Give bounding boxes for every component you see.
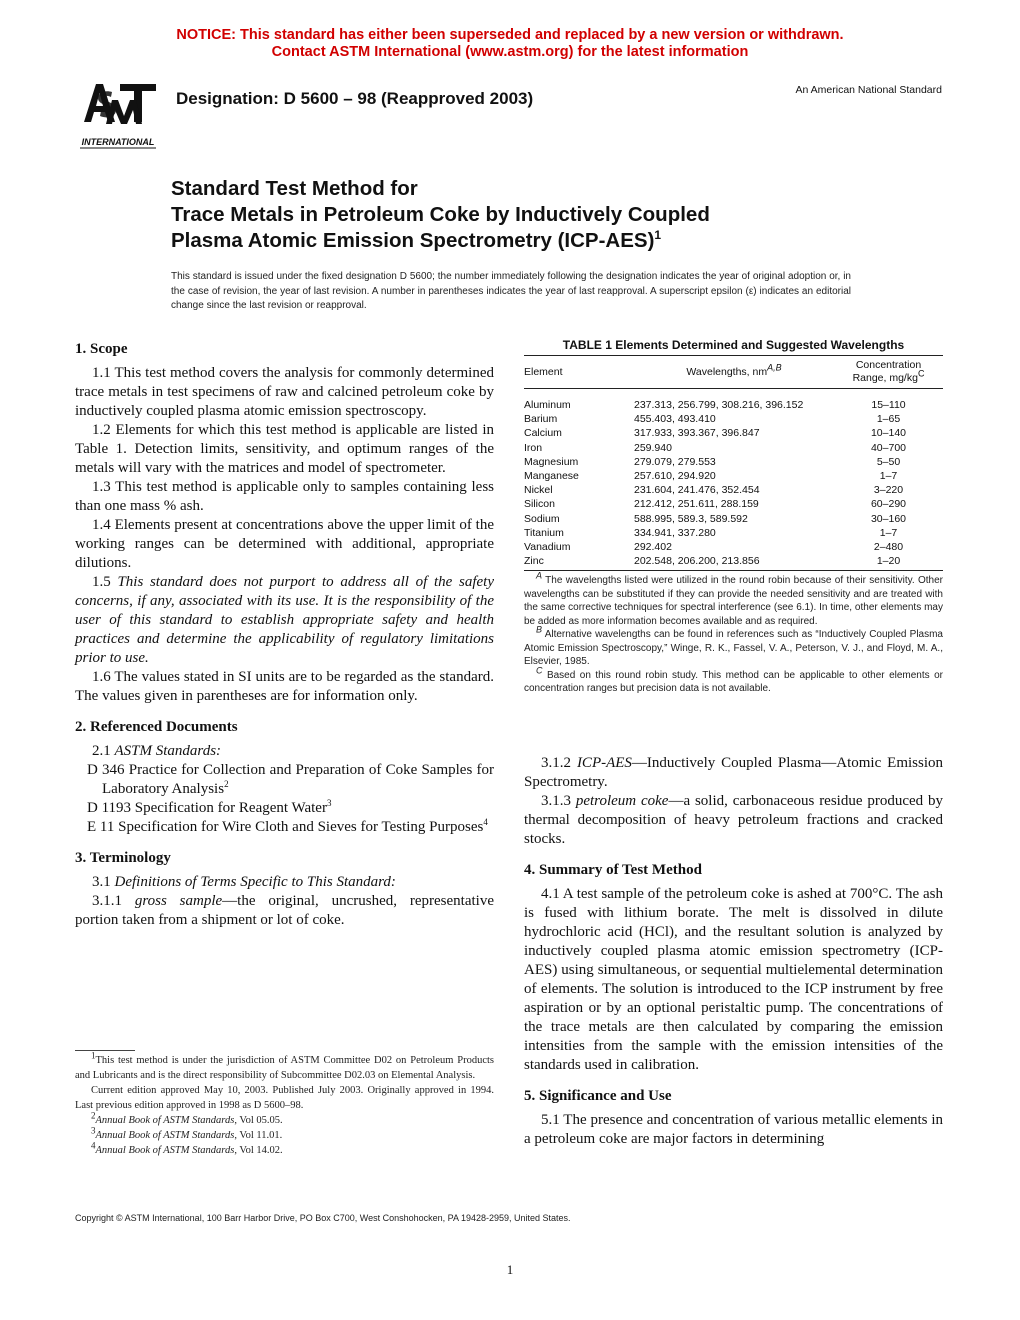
table-note-a: $^A$ The wavelengths listed were utilized in the round robin because of their sensitivity. Other wavelengths can be substituted if they can provide the needed sensitivity and are treated with the same corrective techniques for spectral interference (see 6.1). In time, other elements may be added as more information becomes available and as required. — [524, 570, 943, 627]
col-wavelengths-header: Wavelengths, $nm^{A,B}$ — [686, 362, 782, 378]
astm-logo-mark — [76, 78, 160, 150]
cell-wavelengths: 212.412, 251.611, 288.159 — [634, 498, 759, 511]
table-row — [524, 483, 943, 497]
cell-wavelengths: 231.604, 241.476, 352.454 — [634, 484, 760, 497]
cell-wavelengths: 317.933, 393.367, 396.847 — [634, 427, 760, 440]
cell-element: Magnesium — [524, 455, 579, 468]
table-1-notes — [524, 570, 943, 696]
copyright: Copyright © ASTM International, 100 Barr Harbor Drive, PO Box C700, West Conshohocken, PA 19428-2959, United States. — [75, 1213, 571, 1223]
table-row — [524, 526, 943, 540]
cell-element: Titanium — [524, 526, 564, 539]
logo-subtext: INTERNATIONAL — [81, 137, 155, 147]
cell-range: 1–7 — [879, 526, 898, 539]
section-4-heading: 4. Summary of Test Method — [524, 862, 702, 878]
para-3-1-1: 3.1.1 gross sample—the original, uncrushed, representative portion taken from a shipment or lot of coke. — [75, 893, 494, 928]
cell-range: 60–290 — [870, 498, 907, 511]
issued-statement: This standard is issued under the fixed designation D 5600; the number immediately following the designation indicates the year of original adoption or, in the case of revision, the year of last revision. A number in parentheses indicates the year of last reapproval. A superscript epsilon (ε) indicates an editorial change since the last revision or reapproval. — [171, 271, 851, 311]
footnote-1b: Current edition approved May 10, 2003. Published July 2003. Originally approved in 1994. Last previous edition approved in 1998 as D 5600–98. — [75, 1085, 494, 1111]
table-note-c: $^C$ Based on this round robin study. This method can be applicable to other elements or concentration ranges but precision data is not available. — [524, 665, 943, 694]
section-2-heading: 2. Referenced Documents — [75, 719, 238, 735]
withdrawal-notice — [0, 27, 1020, 61]
table-row — [524, 426, 943, 440]
col-concentration-header: Concentration Range, $mg/kg^C$ — [852, 359, 925, 384]
table-1 — [524, 355, 943, 571]
footnote-rule — [75, 1050, 135, 1051]
para-1-5: 1.5 This standard does not purport to address all of the safety concerns, if any, associated with its use. It is the responsibility of the user of this standard to establish appropriate safety and health practices and determine the applicability of regulatory limitations prior to use. — [75, 574, 495, 666]
cell-range: 30–160 — [870, 512, 907, 525]
para-2-1: 2.1 ASTM Standards: — [92, 743, 222, 759]
cell-wavelengths: 279.079, 279.553 — [634, 455, 716, 468]
para-1-3: 1.3 This test method is applicable only to samples containing less than one mass % ash. — [75, 479, 494, 514]
table-header-row — [524, 356, 943, 389]
footnote-2: $^2$Annual Book of ASTM Standards, Vol 05.05. — [91, 1110, 283, 1126]
cell-range: 1–65 — [876, 413, 901, 426]
cell-element: Nickel — [524, 484, 553, 497]
footnotes — [75, 1050, 494, 1158]
para-1-4: 1.4 Elements present at concentrations above the upper limit of the working ranges can be determined with additional, appropriate dilutions. — [75, 517, 494, 571]
cell-range: 15–110 — [871, 399, 906, 411]
table-row — [524, 389, 943, 413]
title-footnote-mark: 1 — [654, 228, 662, 243]
para-1-1: 1.1 This test method covers the analysis for commonly determined trace metals in test specimens of raw and calcined petroleum coke by inductively coupled plasma atomic emission spectroscopy. — [75, 365, 494, 419]
col-element-header: Element — [524, 365, 563, 378]
cell-range: 2–480 — [873, 541, 904, 554]
para-3-1-2: 3.1.2 ICP-AES—Inductively Coupled Plasma—Atomic Emission Spectrometry. — [524, 755, 944, 790]
cell-element: Aluminum — [524, 399, 571, 411]
designation: Designation: D 5600 – 98 (Reapproved 2003) — [176, 89, 534, 108]
astm-logo — [76, 78, 160, 150]
cell-element: Manganese — [524, 470, 579, 483]
table-note-b: $^B$ Alternative wavelengths can be found in references such as “Inductively Coupled Plasma Atomic Emission Spectroscopy,” Winge, R. K., Fassel, V. A., Peterson, V. J., and Floyd, M. A., Elsevier, 1985. — [524, 624, 943, 667]
table-1-body — [524, 389, 943, 571]
para-1-2: 1.2 Elements for which this test method is applicable are listed in Table 1. Detection limits, sensitivity, and optimum ranges of the metals will vary with the matrices and model of spectrometer. — [75, 422, 494, 476]
left-column — [75, 340, 494, 930]
american-national-standard: An American National Standard — [795, 84, 942, 96]
title-line-3: Plasma Atomic Emission Spectrometry $(ICP-AES)^1$ — [171, 228, 662, 252]
ref-d1193: D 1193 Specification for Reagent Water$^3$ — [87, 798, 332, 816]
cell-element: Barium — [524, 413, 558, 426]
cell-wavelengths: 292.402 — [634, 541, 672, 554]
title-line-1: Standard Test Method for — [171, 177, 418, 200]
table-row — [524, 497, 943, 511]
notice-line-2: Contact ASTM International (www.astm.org) for the latest information — [271, 44, 749, 60]
right-column — [524, 754, 943, 1149]
table-row — [524, 455, 943, 469]
cell-range: 1–20 — [876, 555, 901, 568]
cell-wavelengths: 588.995, 589.3, 589.592 — [634, 512, 748, 525]
table-row — [524, 554, 943, 571]
footnote-3: $^3$Annual Book of ASTM Standards, Vol 11.01. — [91, 1125, 283, 1141]
section-5-heading: 5. Significance and Use — [524, 1088, 672, 1104]
table-1-title: TABLE 1 Elements Determined and Suggested Wavelengths — [562, 338, 905, 352]
cell-wavelengths: 334.941, 337.280 — [634, 526, 716, 539]
cell-wavelengths: 202.548, 206.200, 213.856 — [634, 555, 760, 568]
cell-range: 40–700 — [870, 441, 907, 454]
cell-wavelengths: 237.313, 256.799, 308.216, 396.152 — [634, 399, 804, 411]
table-row — [524, 540, 943, 554]
para-1-6: 1.6 The values stated in SI units are to be regarded as the standard. The values given in parentheses are for information only. — [75, 669, 494, 704]
ref-d346: D 346 Practice for Collection and Preparation of Coke Samples for Laboratory Analysis$^2$ — [87, 762, 494, 797]
cell-wavelengths: 455.403, 493.410 — [634, 413, 716, 426]
cell-wavelengths: 257.610, 294.920 — [634, 470, 716, 483]
table-row — [524, 469, 943, 483]
para-3-1: 3.1 Definitions of Terms Specific to This Standard: — [92, 874, 396, 890]
para-4-1: 4.1 A test sample of the petroleum coke is ashed at 700°C. The ash is fused with lithium borate. The melt is dissolved in dilute hydrochloric acid (HCl), and the resultant solution is analyzed by inductively coupled plasma atomic emission spectrometry (ICP-AES) using simultaneous, or sequential multielemental determination of elements. The solution is introduced to the ICP instrument by free aspiration or by an optional peristaltic pump. The concentrations of the trace metals are then calculated by comparing the emission intensities from the sample with the emission intensities of the standards used in calibration. — [524, 886, 943, 1073]
notice-line-1: NOTICE: This standard has either been superseded and replaced by a new version or withdrawn. — [176, 27, 844, 43]
page-number: 1 — [506, 1262, 514, 1277]
document-title — [171, 176, 871, 254]
para-5-1: 5.1 The presence and concentration of various metallic elements in a petroleum coke are major factors in determining — [524, 1112, 943, 1147]
table-row — [524, 412, 943, 426]
table-row — [524, 512, 943, 526]
footnote-4: $^4$Annual Book of ASTM Standards, Vol 14.02. — [91, 1140, 283, 1156]
cell-range: 3–220 — [873, 484, 904, 497]
cell-range: 10–140 — [870, 427, 907, 440]
cell-element: Iron — [524, 441, 543, 454]
section-1-heading: 1. Scope — [75, 341, 128, 357]
title-line-2: Trace Metals in Petroleum Coke by Inductively Coupled — [171, 203, 710, 226]
cell-element: Silicon — [524, 498, 555, 511]
cell-wavelengths: 259.940 — [634, 441, 672, 454]
cell-element: Zinc — [524, 555, 544, 568]
cell-element: Vanadium — [524, 541, 571, 554]
cell-element: Calcium — [524, 427, 562, 440]
cell-range: 1–7 — [879, 470, 898, 483]
cell-element: Sodium — [524, 512, 560, 525]
table-row — [524, 441, 943, 455]
para-3-1-3: 3.1.3 petroleum coke—a solid, carbonaceous residue produced by thermal decomposition of heavy petroleum fractions and cracked stocks. — [524, 793, 944, 847]
section-3-heading: 3. Terminology — [75, 850, 171, 866]
footnote-1: $^1$This test method is under the jurisdiction of ASTM Committee D02 on Petroleum Products and Lubricants and is the direct responsibility of Subcommittee D02.03 on Elemental Analysis. — [75, 1050, 494, 1081]
cell-range: 5–50 — [876, 455, 901, 468]
ref-e11: E 11 Specification for Wire Cloth and Sieves for Testing Purposes$^4$ — [87, 817, 488, 835]
